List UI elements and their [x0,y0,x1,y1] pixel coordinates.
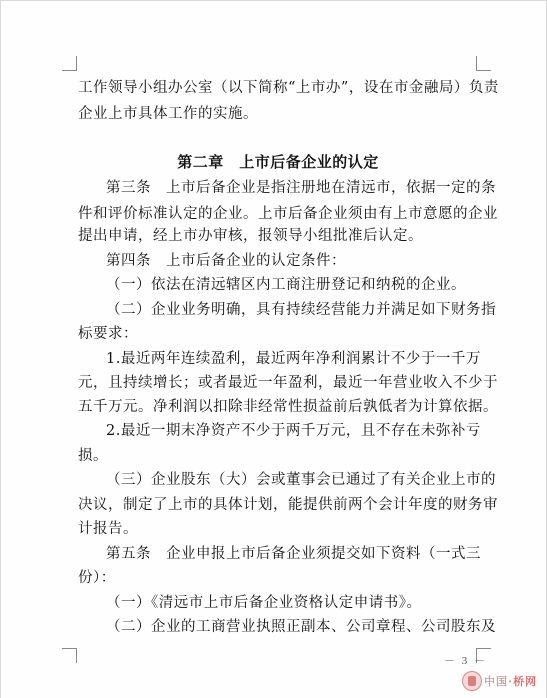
paragraph-line: （一）《清远市上市后备企业资格认定申请书》。 [106,595,422,611]
paragraph-line: 标要求： [78,326,138,342]
page-number: － 3 － [444,655,487,667]
page-frame-left [0,0,1,698]
site-watermark [462,670,537,692]
watermark-text: 中国·桥网 [484,675,538,688]
paragraph-line: 第五条 企业申报上市后备企业须提交如下资料（一式三 [106,546,481,562]
paragraph-line: 企业上市具体工作的实施。 [78,106,258,122]
watermark-logo-icon [462,671,482,691]
paragraph-line: 决议，制定了上市的具体计划，能提供前两个会计年度的财务审 [78,497,498,513]
paragraph-line: （一）依法在清远辖区内工商注册登记和纳税的企业。 [106,277,466,293]
paragraph-line: 2.最近一期末净资产不少于两千万元，且不存在未弥补亏 [106,423,481,439]
paragraph-line: （三）企业股东（大）会或董事会已通过了有关企业上市的 [106,472,496,488]
page-frame-top [0,0,547,1]
paragraph-line: （二）企业的工商营业执照正副本、公司章程、公司股东及 [106,619,496,635]
paragraph-line: （二）企业业务明确，具有持续经营能力并满足如下财务指 [106,302,496,318]
paragraph-line: 件和评价标准认定的企业。上市后备企业须由有上市意愿的企业 [78,206,498,222]
margin-corner-bottom-left [62,648,77,663]
paragraph-line: 第三条 上市后备企业是指注册地在清远市，依据一定的条 [106,180,496,196]
margin-corner-top-left [62,56,77,71]
chapter-heading: 第二章 上市后备企业的认定 [177,153,379,171]
paragraph-line: 提出申请，经上市办审核，报领导小组批准后认定。 [78,228,423,244]
paragraph-line: 元，且持续增长；或者最近一年盈利，最近一年营业收入不少于 [78,375,498,391]
paragraph-line: 工作领导小组办公室（以下简称“上市办”，设在市金融局）负责 [78,80,499,96]
paragraph-line: 份）： [78,570,116,586]
paragraph-line: 损。 [78,448,108,464]
paragraph-line: 计报告。 [78,521,138,537]
paragraph-line: 五千万元。净利润以扣除非经常性损益前后孰低者为计算依据。 [78,399,498,415]
paragraph-line: 第四条 上市后备企业的认定条件： [106,253,346,269]
margin-corner-top-right [476,56,491,71]
paragraph-line: 1.最近两年连续盈利，最近两年净利润累计不少于一千万 [106,351,481,367]
